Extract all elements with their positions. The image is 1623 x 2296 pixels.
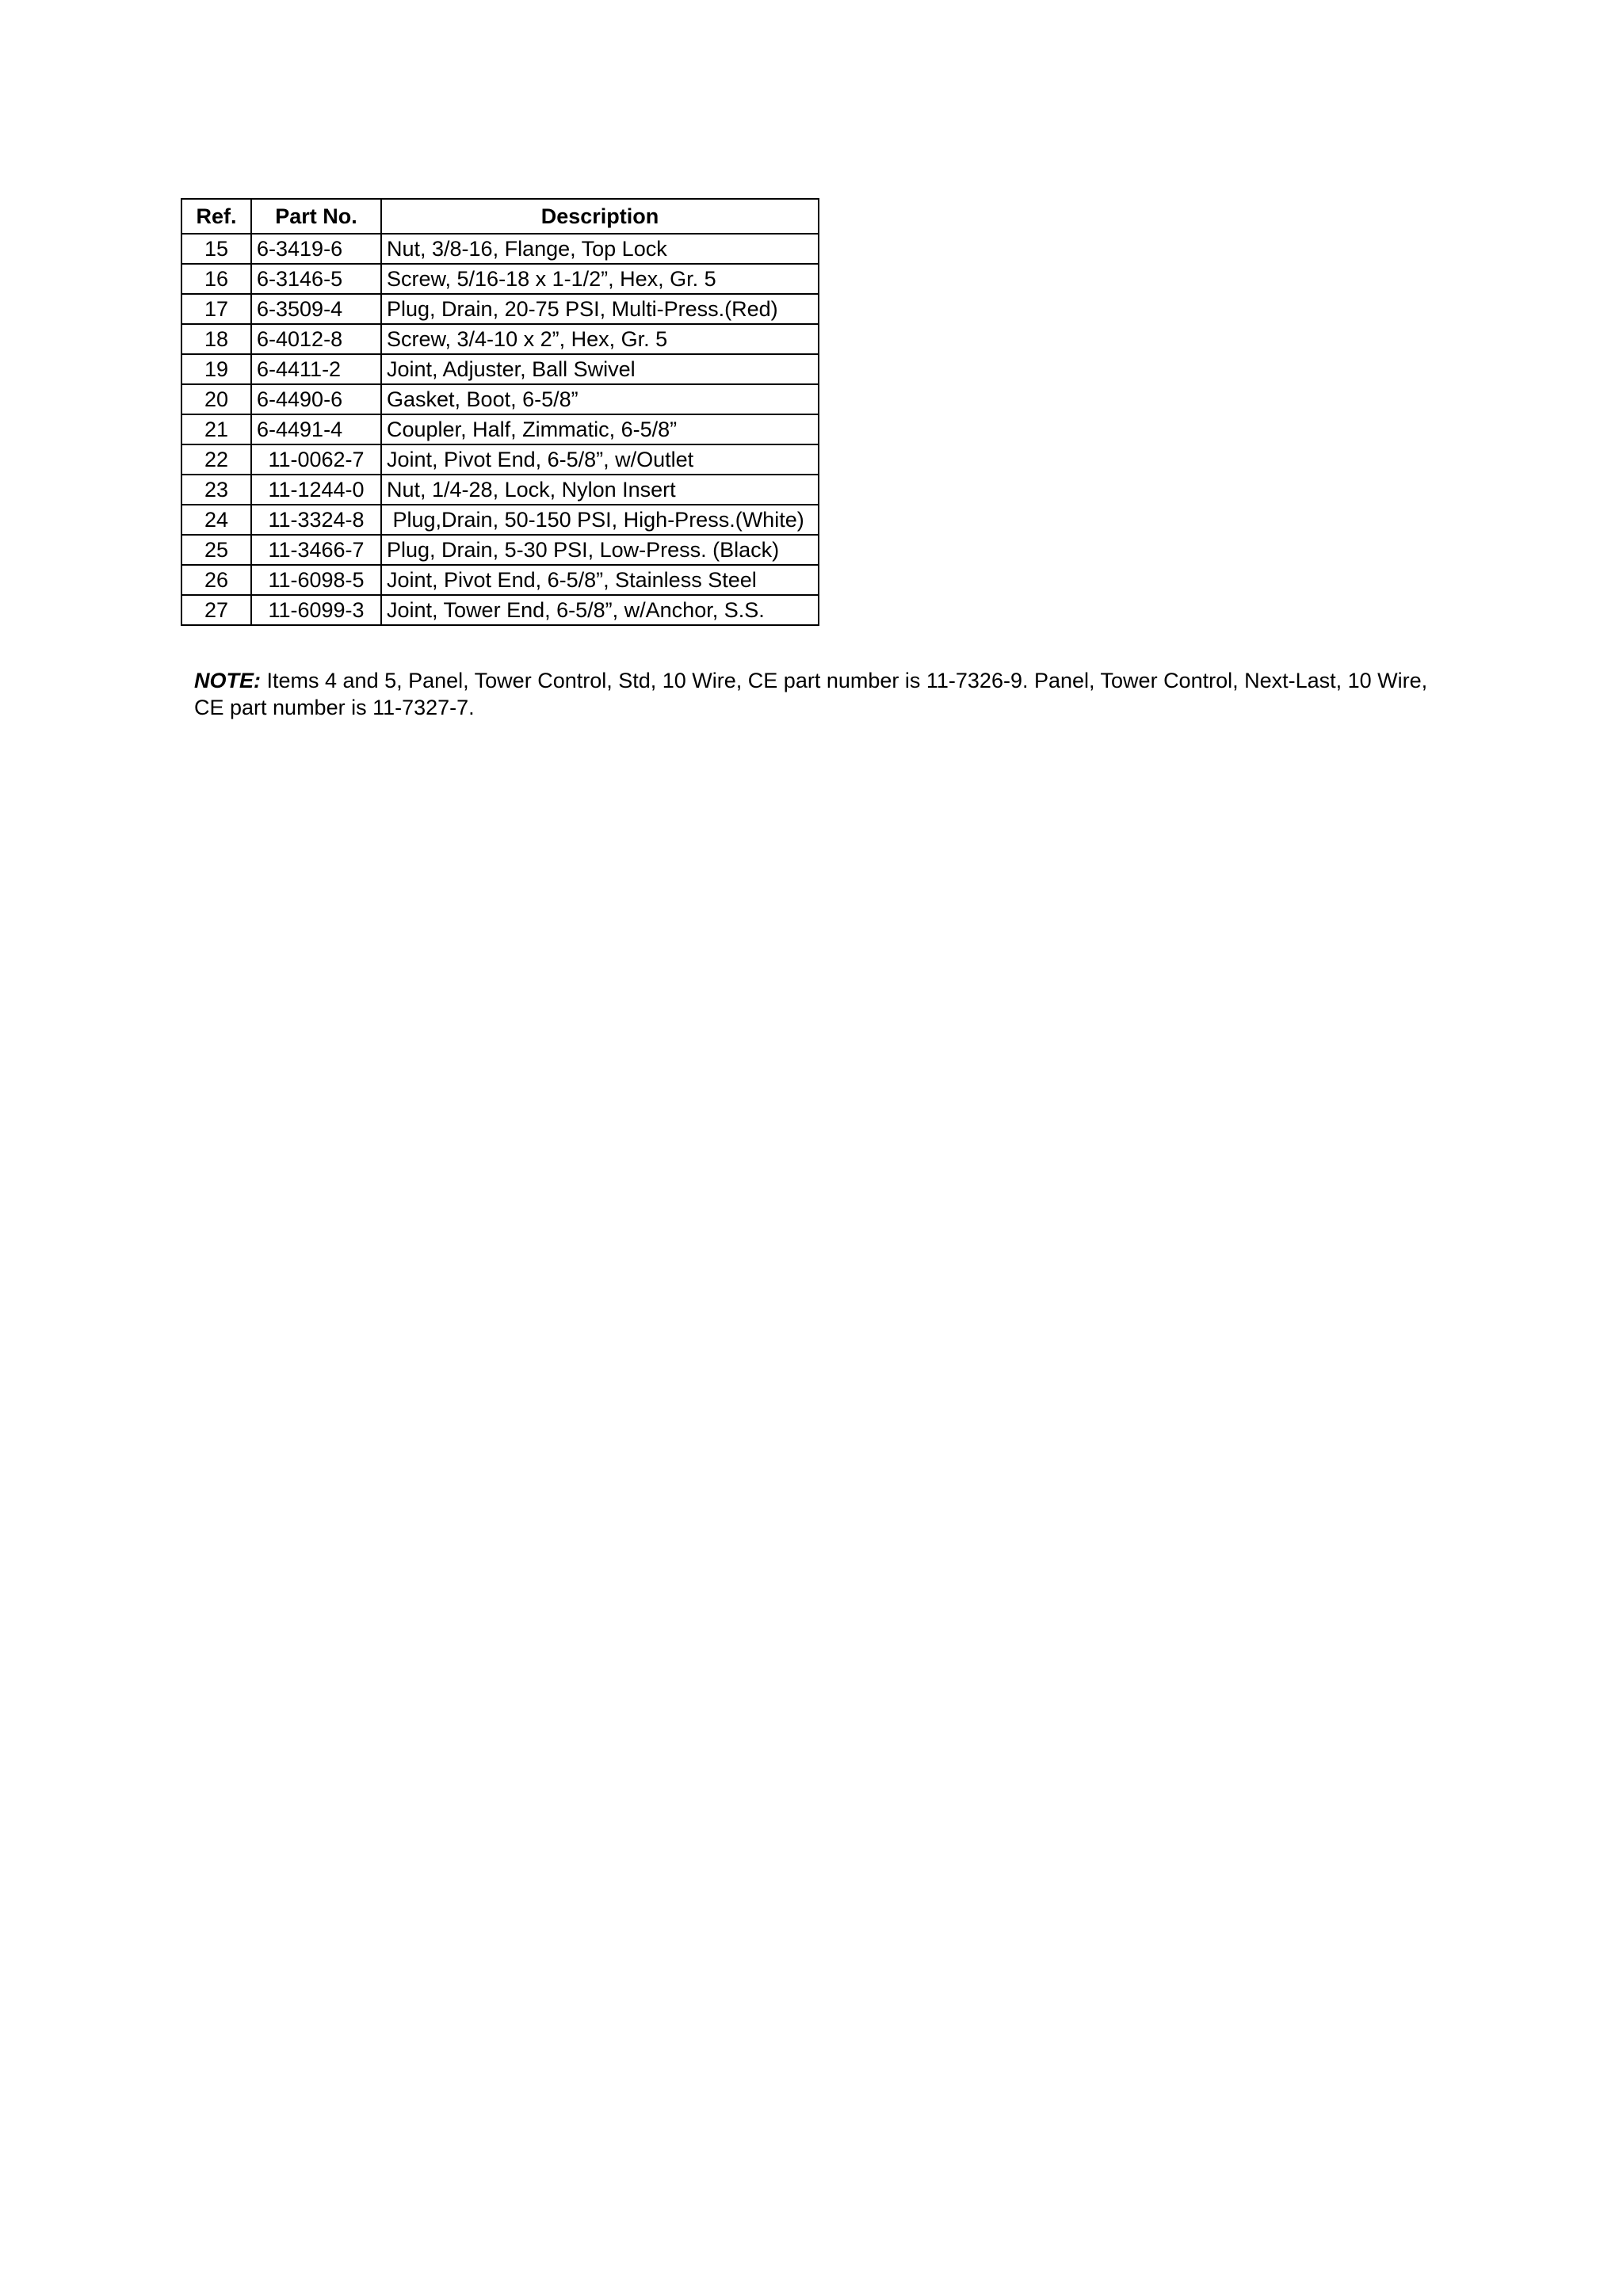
table-row bbox=[181, 535, 819, 565]
table-row bbox=[181, 565, 819, 595]
cell-part-no: 11-6098-5 bbox=[251, 565, 381, 595]
parts-table bbox=[181, 198, 819, 626]
cell-ref: 18 bbox=[181, 324, 251, 354]
table-row bbox=[181, 505, 819, 535]
cell-description: Nut, 1/4-28, Lock, Nylon Insert bbox=[381, 475, 819, 505]
table-row bbox=[181, 294, 819, 324]
cell-description: Plug, Drain, 20-75 PSI, Multi-Press.(Red) bbox=[381, 294, 819, 324]
cell-ref: 17 bbox=[181, 294, 251, 324]
cell-part-no: 11-1244-0 bbox=[251, 475, 381, 505]
cell-part-no: 11-0062-7 bbox=[251, 444, 381, 475]
cell-part-no: 11-3324-8 bbox=[251, 505, 381, 535]
cell-part-no: 11-6099-3 bbox=[251, 595, 381, 625]
header-ref: Ref. bbox=[181, 199, 251, 234]
cell-ref: 26 bbox=[181, 565, 251, 595]
cell-ref: 15 bbox=[181, 234, 251, 264]
cell-part-no: 6-4411-2 bbox=[251, 354, 381, 384]
table-row bbox=[181, 414, 819, 444]
cell-part-no: 11-3466-7 bbox=[251, 535, 381, 565]
note-paragraph bbox=[194, 667, 1462, 721]
header-part-no: Part No. bbox=[251, 199, 381, 234]
cell-description: Joint, Pivot End, 6-5/8”, Stainless Steel bbox=[381, 565, 819, 595]
table-row bbox=[181, 234, 819, 264]
table-row bbox=[181, 264, 819, 294]
cell-ref: 19 bbox=[181, 354, 251, 384]
cell-description: Plug,Drain, 50-150 PSI, High-Press.(White) bbox=[381, 505, 819, 535]
cell-description: Coupler, Half, Zimmatic, 6-5/8” bbox=[381, 414, 819, 444]
cell-part-no: 6-3146-5 bbox=[251, 264, 381, 294]
table-header-row bbox=[181, 199, 819, 234]
table-row bbox=[181, 444, 819, 475]
note-label: NOTE: bbox=[194, 669, 261, 692]
cell-description: Nut, 3/8-16, Flange, Top Lock bbox=[381, 234, 819, 264]
cell-ref: 22 bbox=[181, 444, 251, 475]
cell-ref: 23 bbox=[181, 475, 251, 505]
cell-description: Joint, Adjuster, Ball Swivel bbox=[381, 354, 819, 384]
table-row bbox=[181, 475, 819, 505]
header-description: Description bbox=[381, 199, 819, 234]
cell-ref: 20 bbox=[181, 384, 251, 414]
cell-ref: 16 bbox=[181, 264, 251, 294]
cell-description: Joint, Tower End, 6-5/8”, w/Anchor, S.S. bbox=[381, 595, 819, 625]
cell-ref: 21 bbox=[181, 414, 251, 444]
cell-part-no: 6-4490-6 bbox=[251, 384, 381, 414]
cell-part-no: 6-4491-4 bbox=[251, 414, 381, 444]
cell-description: Gasket, Boot, 6-5/8” bbox=[381, 384, 819, 414]
table-row bbox=[181, 354, 819, 384]
cell-description: Screw, 5/16-18 x 1-1/2”, Hex, Gr. 5 bbox=[381, 264, 819, 294]
table-row bbox=[181, 595, 819, 625]
cell-description: Joint, Pivot End, 6-5/8”, w/Outlet bbox=[381, 444, 819, 475]
note-text: Items 4 and 5, Panel, Tower Control, Std, 10 Wire, CE part number is 11-7326-9. Panel, Tower Control, Next-Last, 10 Wire, CE part number is 11-7327-7. bbox=[194, 669, 1434, 719]
cell-part-no: 6-3419-6 bbox=[251, 234, 381, 264]
cell-ref: 27 bbox=[181, 595, 251, 625]
cell-part-no: 6-4012-8 bbox=[251, 324, 381, 354]
cell-ref: 24 bbox=[181, 505, 251, 535]
cell-description: Screw, 3/4-10 x 2”, Hex, Gr. 5 bbox=[381, 324, 819, 354]
table-row bbox=[181, 324, 819, 354]
table-row bbox=[181, 384, 819, 414]
cell-description: Plug, Drain, 5-30 PSI, Low-Press. (Black) bbox=[381, 535, 819, 565]
cell-part-no: 6-3509-4 bbox=[251, 294, 381, 324]
cell-ref: 25 bbox=[181, 535, 251, 565]
